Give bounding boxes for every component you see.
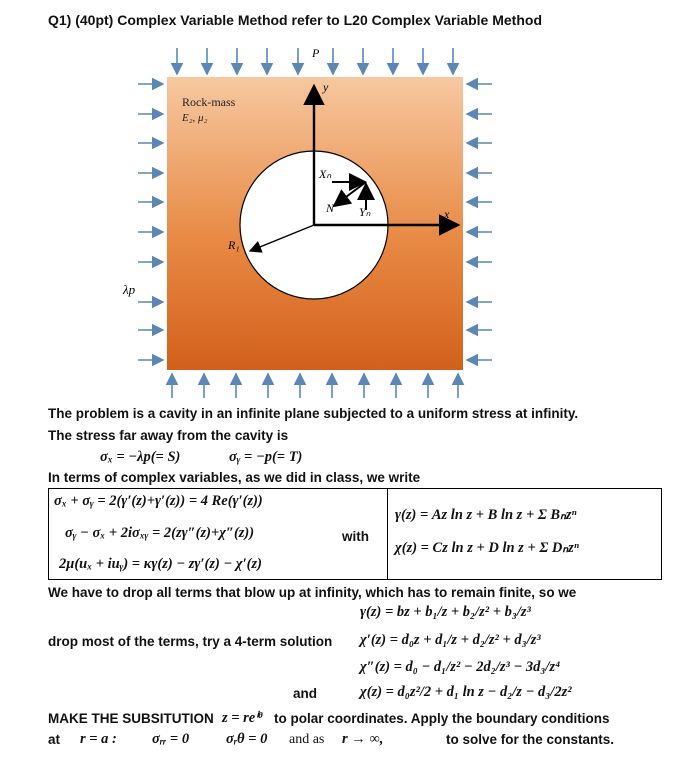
- chi-double-prime: χ″(z) = d₀ − d₁/z² − 2d₂/z³ − 3d₃/z⁴: [360, 659, 561, 675]
- cavity-figure: [100, 40, 500, 400]
- bc-rr: σᵣᵣ = 0: [152, 731, 190, 747]
- chi-solution: χ(z) = d₀z²/2 + d₁ ln z − d₂/z − d₃/2z²: [360, 684, 572, 700]
- load-label-top: P: [312, 46, 320, 60]
- series-gamma: γ(z) = Az ln z + B ln z + Σ Bₙzⁿ: [395, 507, 577, 523]
- solve-text: to solve for the constants.: [446, 732, 615, 747]
- normal-force-label: Xₙ: [319, 167, 332, 181]
- material-label: Rock-mass: [182, 95, 236, 109]
- equation-1: σₓ + σᵧ = 2(γ′(z)+γ′(z)) = 4 Re(γ′(z)): [54, 493, 263, 509]
- right-load-arrows: [467, 84, 492, 360]
- equation-3: 2μ(uₓ + iuᵧ) = κγ(z) − zγ′(z) − χ′(z): [59, 556, 262, 572]
- bottom-load-arrows: [172, 374, 458, 398]
- drop-terms-text: We have to drop all terms that blow up at infinity, which has to remain finite, so we: [48, 585, 577, 600]
- problem-line-1: The problem is a cavity in an infinite plane subjected to a uniform stress at infinity.: [48, 406, 579, 421]
- bc-rtheta: σᵣθ = 0: [226, 731, 268, 747]
- load-label-left: λp: [123, 282, 136, 297]
- left-load-arrows: [138, 84, 163, 360]
- material-props: E₂, μ₂: [182, 112, 208, 124]
- chi-prime: χ′(z) = d₀z + d₁/z + d₂/z² + d₃/z³: [360, 632, 541, 648]
- shear-force-label: Yₙ: [359, 205, 371, 219]
- normal-label: N: [326, 201, 335, 215]
- far-field-x: σₓ = −λp(= S): [100, 449, 181, 465]
- four-term-text: drop most of the terms, try a 4-term solution: [48, 634, 333, 649]
- infinity-cond: r → ∞,: [342, 731, 384, 747]
- far-field-y: σᵧ = −p(= T): [229, 449, 303, 465]
- substitution-eq: z = reⁱᶿ: [222, 710, 263, 726]
- equation-2: σᵧ − σₓ + 2iσₓᵧ = 2(zγ″(z)+χ″(z)): [65, 525, 255, 541]
- series-chi: χ(z) = Cz ln z + D ln z + Σ Dₙzⁿ: [395, 540, 579, 556]
- substitution-text: MAKE THE SUBSITUTION: [48, 711, 214, 726]
- radius-label: R₁: [228, 238, 240, 252]
- y-axis-label: y: [323, 80, 329, 94]
- x-axis-label: x: [444, 207, 450, 221]
- complex-intro: In terms of complex variables, as we did in class, we write: [48, 470, 421, 485]
- and-label: and: [293, 686, 318, 701]
- problem-line-2: The stress far away from the cavity is: [48, 428, 289, 443]
- at-label: at: [48, 732, 61, 747]
- equations-box: [48, 488, 662, 580]
- gamma-solution: γ(z) = bz + b₁/z + b₂/z² + b₃/z³: [360, 604, 531, 620]
- and-as-label: and as: [289, 732, 325, 747]
- polar-text: to polar coordinates. Apply the boundary conditions: [274, 711, 610, 726]
- boundary-r: r = a :: [80, 731, 117, 747]
- question-title: Q1) (40pt) Complex Variable Method refer to L20 Complex Variable Method: [48, 12, 542, 28]
- with-label: with: [342, 529, 369, 544]
